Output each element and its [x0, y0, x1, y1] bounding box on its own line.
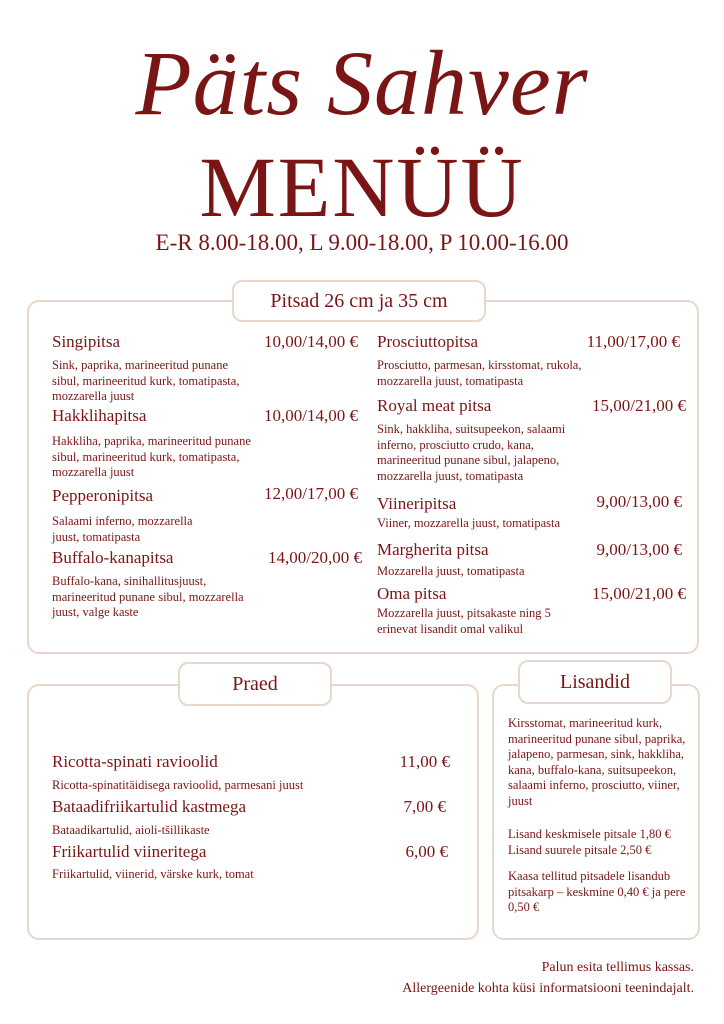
menu-item-desc: Bataadikartulid, aioli-tšillikaste	[52, 823, 210, 837]
pizza-box-note: Kaasa tellitud pitsadele lisandub pitsakarp – keskmine 0,40 € ja pere 0,50 €	[508, 869, 686, 914]
menu-item-desc: Prosciutto, parmesan, kirsstomat, rukola, mozzarella juust, tomatipasta	[377, 358, 582, 388]
menu-item-price: 14,00/20,00 €	[268, 548, 362, 567]
pizza-section-heading: Pitsad 26 cm ja 35 cm	[232, 280, 486, 322]
menu-item-price: 15,00/21,00 €	[592, 396, 686, 415]
menu-item-desc: Mozzarella juust, pitsakaste ning 5 erinevat lisandit omal valikul	[377, 606, 551, 636]
menu-item-price: 10,00/14,00 €	[264, 406, 358, 425]
menu-item-desc: Friikartulid, viinerid, värske kurk, tomat	[52, 867, 254, 881]
menu-item-name: Singipitsa	[52, 332, 121, 351]
footer-order-note: Palun esita tellimus kassas.	[541, 960, 694, 975]
menu-item-price: 9,00/13,00 €	[596, 540, 682, 559]
menu-item-name: Pepperonipitsa	[52, 486, 154, 505]
menu-item-desc: Salaami inferno, mozzarella juust, tomatipasta	[52, 514, 193, 544]
menu-item-name: Royal meat pitsa	[377, 396, 492, 415]
menu-item-desc: Viiner, mozzarella juust, tomatipasta	[377, 516, 561, 530]
menu-item-name: Ricotta-spinati ravioolid	[52, 752, 218, 771]
menu-item-price: 9,00/13,00 €	[596, 492, 682, 511]
menu-item-desc: Sink, hakkliha, suitsupeekon, salaami inferno, prosciutto crudo, kana, marineeritud punane sibul, jalapeno, mozzarella juust, tomatipasta	[377, 422, 566, 483]
menu-item-price: 7,00 €	[403, 797, 446, 816]
mains-section-heading: Praed	[178, 662, 332, 706]
extras-section-heading: Lisandid	[518, 660, 672, 704]
menu-item-name: Bataadifriikartulid kastmega	[52, 797, 247, 816]
menu-item-name: Viineripitsa	[377, 494, 457, 513]
menu-item-name: Hakklihapitsa	[52, 406, 147, 425]
menu-item-price: 15,00/21,00 €	[592, 584, 686, 603]
extra-price-medium: Lisand keskmisele pitsale 1,80 €	[508, 827, 671, 841]
extras-list: Kirsstomat, marineeritud kurk, marineeritud punane sibul, paprika, jalapeno, parmesan, sink, hakkliha, kana, buffalo-kana, suitsupeekon, salaami inferno, prosciutto, viiner, juust	[508, 716, 686, 808]
menu-item-desc: Mozzarella juust, tomatipasta	[377, 564, 525, 578]
menu-item-price: 6,00 €	[405, 842, 448, 861]
menu-item-price: 10,00/14,00 €	[264, 332, 358, 351]
brand-title: Päts Sahver	[135, 32, 589, 134]
menu-item-price: 11,00/17,00 €	[586, 332, 680, 351]
page-title: MENÜÜ	[199, 139, 525, 235]
menu-item-desc: Hakkliha, paprika, marineeritud punane sibul, marineeritud kurk, tomatipasta, mozzarella juust	[52, 434, 251, 479]
menu-item-desc: Sink, paprika, marineeritud punane sibul, marineeritud kurk, tomatipasta, mozzarella juust	[52, 358, 240, 403]
extra-price-large: Lisand suurele pitsale 2,50 €	[508, 843, 652, 857]
menu-item-price: 12,00/17,00 €	[264, 484, 358, 503]
menu-item-name: Prosciuttopitsa	[377, 332, 479, 351]
opening-hours: E-R 8.00-18.00, L 9.00-18.00, P 10.00-16.00	[155, 230, 569, 255]
menu-item-desc: Buffalo-kana, sinihallitusjuust, marineeritud punane sibul, mozzarella juust, valge kaste	[52, 574, 244, 619]
menu-item-name: Buffalo-kanapitsa	[52, 548, 174, 567]
menu-item-name: Friikartulid viineritega	[52, 842, 207, 861]
menu-item-name: Oma pitsa	[377, 584, 447, 603]
menu-item-price: 11,00 €	[399, 752, 450, 771]
footer-allergen-note: Allergeenide kohta küsi informatsiooni teenindajalt.	[402, 981, 694, 996]
menu-item-name: Margherita pitsa	[377, 540, 489, 559]
menu-item-desc: Ricotta-spinatitäidisega ravioolid, parmesani juust	[52, 778, 304, 792]
